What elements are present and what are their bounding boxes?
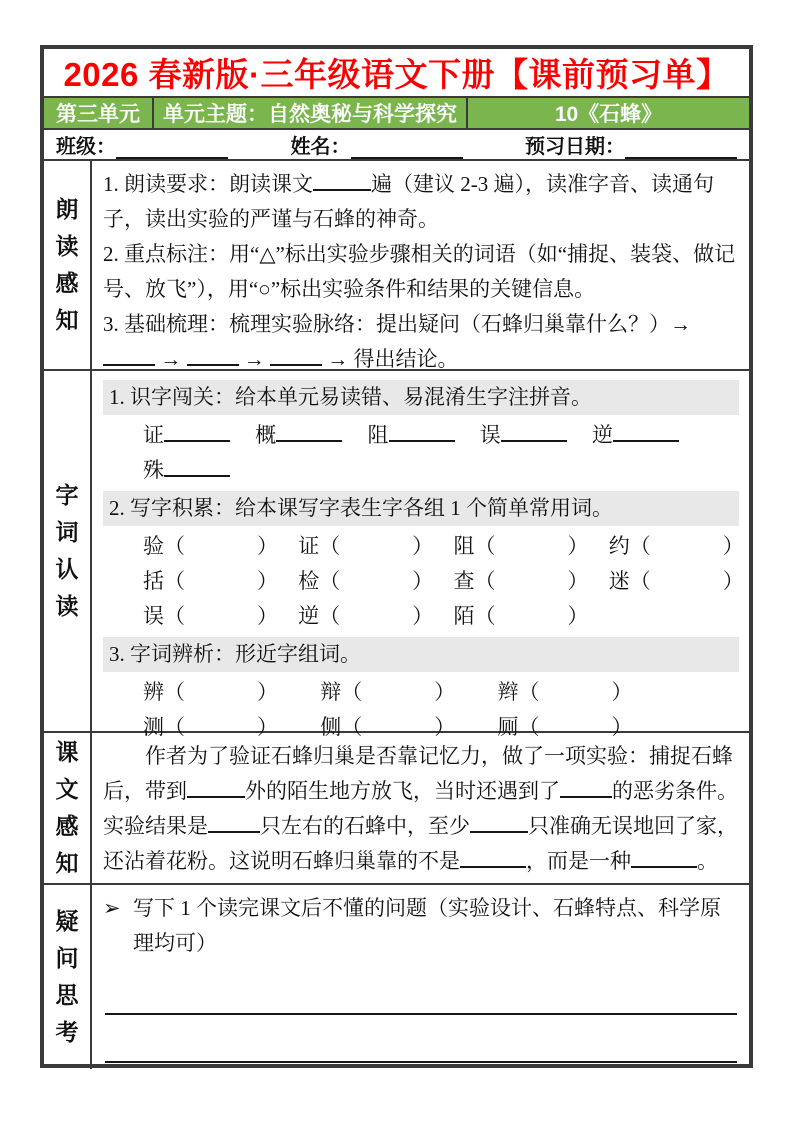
section-words-content [92, 371, 749, 739]
word-pair [143, 599, 293, 634]
paren-open: （ [164, 534, 185, 558]
paren-close: ） [434, 715, 456, 739]
word-char: 约 [608, 534, 630, 558]
pinyin-blank [389, 424, 455, 442]
pinyin-row [103, 453, 739, 488]
paren-close: ） [722, 569, 744, 593]
word-group-row [103, 599, 739, 634]
paren-open: （ [629, 569, 651, 593]
paren-close: ） [257, 715, 278, 739]
page-title: 2026 春新版·三年级语文下册【课前预习单】 [63, 56, 730, 93]
section-passage-side [44, 733, 92, 883]
paren-open: （ [474, 534, 496, 558]
word-pair [609, 529, 759, 564]
word-pair [454, 599, 604, 634]
name-field [291, 130, 463, 159]
paren-open: （ [341, 680, 363, 704]
word-char: 逆 [298, 604, 320, 628]
word-char: 侧 [320, 715, 342, 739]
answer-line [105, 961, 737, 1015]
section-passage [44, 733, 749, 885]
section-question-side [44, 885, 92, 1069]
pinyin-row [103, 418, 739, 453]
word-group-row [103, 564, 744, 599]
paren-open: （ [518, 715, 540, 739]
word-char: 测 [143, 715, 164, 739]
fill-blank [560, 780, 612, 798]
pinyin-blank [613, 424, 679, 442]
paren-close: ） [257, 569, 278, 593]
word-char: 误 [143, 604, 164, 628]
question-prompt-row [103, 891, 739, 961]
word-pair [298, 599, 448, 634]
paren-open: （ [164, 715, 185, 739]
fill-blank [103, 348, 155, 366]
section-words [44, 371, 749, 739]
paren-close: ） [434, 680, 456, 704]
word-char: 殊 [143, 458, 164, 482]
section-reading-label: 朗读感知 [55, 196, 79, 333]
compare-row [103, 675, 739, 710]
section-question-label: 疑问思考 [55, 908, 79, 1045]
section-words-side [44, 371, 92, 731]
word-pair [143, 675, 315, 710]
word-char: 证 [298, 534, 320, 558]
paren-close: ） [257, 680, 278, 704]
paren-open: （ [629, 534, 651, 558]
word-char: 阻 [453, 534, 475, 558]
word-char: 辩 [320, 680, 342, 704]
task-heading: 1. 识字闯关：给本单元易读错、易混淆生字注拼音。 [103, 380, 739, 415]
date-label: 预习日期： [525, 136, 625, 158]
section-passage-content [92, 733, 749, 883]
word-pair [454, 529, 604, 564]
paren-open: （ [518, 680, 540, 704]
word-pair [454, 564, 604, 599]
reading-item-1: 1. 朗读要求：朗读课文 遍（建议 2-3 遍），读准字音、读通句子，读出实验的严谨与石蜂的神奇。 [103, 172, 714, 231]
worksheet [40, 45, 753, 1068]
word-char: 括 [143, 569, 164, 593]
paren-close: ） [412, 569, 434, 593]
word-char: 陌 [453, 604, 475, 628]
section-question-content [92, 885, 749, 1069]
fill-blank [631, 850, 697, 868]
fill-blank [313, 173, 371, 191]
task-heading: 3. 字词辨析：形近字组词。 [103, 637, 739, 672]
reading-item-2: 2. 重点标注：用“△”标出实验步骤相关的词语（如“捕捉、装袋、做记号、放飞”），用“○”标出实验条件和结果的关键信息。 [103, 242, 736, 301]
word-pair [609, 564, 759, 599]
paren-open: （ [164, 680, 185, 704]
word-pair [143, 529, 293, 564]
paren-close: ） [567, 534, 589, 558]
paren-open: （ [319, 569, 341, 593]
pinyin-blank [501, 424, 567, 442]
class-field [56, 130, 228, 159]
section-reading-content [92, 161, 749, 369]
paren-open: （ [474, 569, 496, 593]
name-blank [351, 141, 463, 159]
section-reading [44, 161, 749, 371]
word-char: 阻 [367, 423, 389, 447]
fill-blank [208, 815, 260, 833]
word-char: 验 [143, 534, 164, 558]
date-field [525, 130, 737, 159]
lesson-title: 10《石蜂》 [554, 103, 663, 126]
fill-blank [460, 850, 526, 868]
word-char: 误 [479, 423, 501, 447]
task-heading: 2. 写字积累：给本课写字表生字各组 1 个简单常用词。 [103, 491, 739, 526]
section-passage-label: 课文感知 [55, 739, 79, 876]
pinyin-blank [164, 424, 230, 442]
word-group-row [103, 529, 744, 564]
passage-paragraph: 作者为了验证石蜂归巢是否靠记忆力，做了一项实验：捕捉石蜂后，带到 外的陌生地方放飞，当时还遇到了 的恶劣条件。实验结果是 只左右的石蜂中，至少 只准确无误地回了家，还沾着花粉。这说明石蜂归巢靠的不是 ，而是一种 。 [103, 744, 738, 873]
paren-close: ） [257, 604, 278, 628]
section-reading-side [44, 161, 92, 369]
paren-close: ） [257, 534, 278, 558]
fill-blank [270, 348, 322, 366]
class-blank [116, 141, 228, 159]
paren-open: （ [341, 715, 363, 739]
unit-number: 第三单元 [44, 98, 154, 128]
unit-theme: 单元主题：自然奥秘与科学探究 [154, 98, 468, 128]
fill-blank [187, 780, 245, 798]
paren-close: ） [722, 534, 744, 558]
info-row [44, 130, 749, 161]
arrow-bullet-icon: ➢ [103, 896, 121, 920]
pinyin-blank [276, 424, 342, 442]
section-words-label: 字词认读 [55, 482, 79, 619]
word-char: 迷 [608, 569, 630, 593]
paren-close: ） [412, 604, 434, 628]
paren-open: （ [474, 604, 496, 628]
answer-line [105, 1015, 737, 1063]
date-blank [625, 141, 737, 159]
title-row [44, 49, 749, 98]
name-label: 姓名： [290, 136, 351, 158]
paren-close: ） [611, 715, 633, 739]
reading-item-3: 3. 基础梳理：梳理实验脉络：提出疑问（石蜂归巢靠什么？）→ → → → 得出结论。 [103, 312, 691, 371]
word-char: 辫 [497, 680, 519, 704]
paren-open: （ [319, 534, 341, 558]
fill-blank [187, 348, 239, 366]
word-char: 证 [143, 423, 164, 447]
paren-close: ） [567, 569, 589, 593]
word-char: 检 [298, 569, 320, 593]
word-char: 逆 [592, 423, 613, 447]
word-pair [298, 529, 448, 564]
word-pair [320, 675, 492, 710]
word-char: 查 [453, 569, 475, 593]
unit-bar [44, 98, 749, 130]
pinyin-blank [164, 459, 230, 477]
paren-open: （ [164, 569, 185, 593]
paren-close: ） [567, 604, 589, 628]
fill-blank [470, 815, 528, 833]
paren-open: （ [319, 604, 341, 628]
word-pair [143, 564, 293, 599]
paren-close: ） [611, 680, 633, 704]
paren-open: （ [164, 604, 185, 628]
word-char: 辨 [143, 680, 164, 704]
question-prompt: 写下 1 个读完课文后不懂的问题（实验设计、石蜂特点、科学原理均可） [133, 896, 721, 955]
paren-close: ） [412, 534, 434, 558]
class-label: 班级： [56, 136, 116, 158]
word-char: 厕 [497, 715, 519, 739]
word-pair [498, 675, 670, 710]
section-question [44, 885, 749, 1069]
word-pair [298, 564, 448, 599]
word-char: 概 [255, 423, 277, 447]
